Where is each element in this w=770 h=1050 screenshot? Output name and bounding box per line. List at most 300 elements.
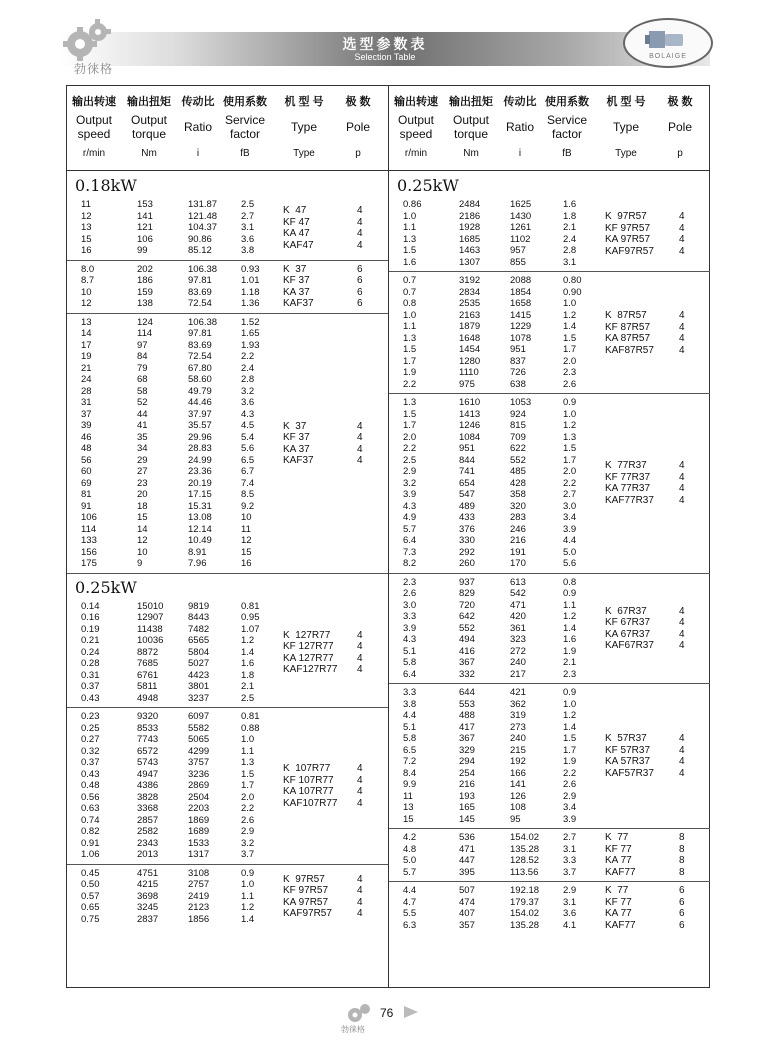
cell-service-factor: 3.1 (563, 256, 577, 268)
cell-torque: 254 (459, 767, 475, 779)
table-row (389, 791, 710, 803)
table-row (389, 855, 710, 867)
cell-service-factor: 3.0 (563, 500, 577, 512)
table-row (389, 275, 710, 287)
cell-ratio: 113.56 (510, 866, 539, 878)
table-row (389, 478, 710, 490)
cell-ratio: 3236 (188, 768, 210, 780)
cell-ratio: 216 (510, 535, 526, 546)
cell-torque: 79 (137, 362, 148, 374)
cell-service-factor: 4.1 (563, 919, 577, 931)
cell-service-factor: 0.8 (563, 576, 577, 588)
cell-service-factor: 3.4 (563, 802, 577, 813)
cell-service-factor: 1.4 (241, 646, 255, 658)
type-list (605, 460, 654, 506)
brand-name: BOLAIGE (649, 53, 687, 60)
header-service-factor-cn: 使用系数 (223, 96, 267, 108)
cell-ratio: 815 (510, 420, 526, 431)
table-row (389, 646, 710, 658)
cell-service-factor: 2.4 (563, 233, 577, 245)
cell-service-factor: 1.7 (563, 454, 577, 466)
type-model: KAF77R37 (605, 494, 654, 506)
cell-ratio: 3801 (188, 681, 210, 692)
cell-ratio: 141 (510, 779, 526, 790)
type-list (605, 832, 636, 878)
cell-torque: 58 (137, 385, 148, 397)
cell-ratio: 2419 (188, 890, 210, 902)
cell-speed: 3.8 (403, 698, 417, 710)
cell-speed: 0.86 (403, 199, 422, 210)
cell-ratio: 95 (510, 813, 521, 825)
cell-speed: 5.7 (403, 866, 417, 878)
cell-speed: 5.5 (403, 908, 417, 919)
cell-ratio: 726 (510, 367, 526, 378)
table-row (389, 832, 710, 844)
type-group (389, 574, 710, 685)
pole-count: 4 (679, 310, 685, 321)
table-row (389, 710, 710, 722)
type-model: KA 77R37 (605, 483, 651, 494)
type-model: KF 127R77 (283, 641, 334, 652)
cell-ratio: 85.12 (188, 245, 212, 256)
table-row (389, 588, 710, 600)
pole-list (679, 733, 685, 779)
cell-speed: 15 (81, 233, 92, 245)
cell-ratio: 1856 (188, 913, 210, 925)
cell-service-factor: 0.9 (563, 687, 577, 698)
cell-torque: 9 (137, 558, 143, 569)
cell-torque: 507 (459, 885, 475, 896)
pole-count: 4 (679, 605, 685, 617)
cell-service-factor: 2.0 (241, 791, 255, 803)
pole-count: 4 (357, 652, 363, 664)
table-row (389, 920, 710, 932)
table-header (389, 85, 710, 171)
cell-service-factor: 2.2 (241, 803, 255, 814)
cell-ratio: 29.96 (188, 431, 212, 443)
cell-torque: 376 (459, 523, 475, 535)
header-ratio-unit: i (196, 148, 200, 159)
pole-count: 4 (679, 483, 685, 494)
cell-torque: 407 (459, 908, 475, 919)
type-model: K 97R57 (605, 211, 647, 222)
header-speed-en: Output speed (75, 113, 113, 141)
cell-service-factor: 1.5 (563, 733, 577, 744)
cell-torque: 216 (459, 779, 475, 790)
cell-service-factor: 0.81 (241, 600, 260, 612)
cell-ratio: 83.69 (188, 286, 212, 298)
table-row (389, 420, 710, 432)
table-row (67, 780, 388, 792)
cell-torque: 3368 (137, 803, 159, 814)
table-row (389, 867, 710, 879)
type-model: KAF77 (605, 919, 636, 931)
cell-service-factor: 1.4 (563, 622, 577, 634)
cell-service-factor: 0.88 (241, 722, 260, 734)
cell-service-factor: 1.0 (563, 698, 577, 710)
cell-service-factor: 5.0 (563, 546, 577, 558)
cell-torque: 1454 (459, 344, 481, 355)
type-model: K 37 (283, 420, 307, 432)
table-row (389, 298, 710, 310)
cell-service-factor: 2.4 (241, 362, 255, 374)
cell-ratio: 924 (510, 408, 526, 420)
cell-torque: 553 (459, 698, 475, 710)
page-title: 选型参数表 (342, 37, 428, 53)
table-row (389, 535, 710, 547)
cell-speed: 0.23 (81, 711, 100, 722)
table-row (389, 844, 710, 856)
header-pole-unit: p (355, 148, 361, 159)
cell-torque: 1084 (459, 431, 481, 443)
cell-torque: 106 (137, 233, 153, 245)
cell-service-factor: 1.8 (241, 669, 255, 681)
cell-speed: 0.7 (403, 275, 417, 286)
cell-service-factor: 0.95 (241, 612, 260, 623)
cell-service-factor: 2.1 (241, 681, 255, 692)
cell-speed: 0.37 (81, 681, 100, 692)
cell-torque: 654 (459, 477, 475, 489)
pole-count: 4 (357, 908, 363, 919)
cell-service-factor: 12 (241, 535, 252, 546)
table-row (67, 420, 388, 432)
cell-ratio: 5804 (188, 646, 210, 658)
cell-service-factor: 0.9 (241, 867, 255, 879)
cell-ratio: 709 (510, 431, 526, 443)
type-list (605, 606, 654, 652)
table-row (67, 734, 388, 746)
table-row (389, 908, 710, 920)
header-ratio-cn: 传动比 (503, 96, 537, 108)
table-row (389, 321, 710, 333)
cell-service-factor: 3.7 (241, 849, 255, 860)
cell-service-factor: 5.6 (563, 558, 577, 569)
cell-speed: 4.2 (403, 832, 417, 843)
table-header (67, 85, 388, 171)
cell-torque: 84 (137, 351, 148, 362)
pole-list (679, 832, 685, 878)
header-service-factor-unit: fB (562, 148, 572, 159)
type-group (67, 598, 388, 709)
cell-speed: 2.5 (403, 454, 417, 466)
pole-count: 4 (679, 744, 685, 756)
pole-list (357, 763, 363, 809)
pole-count: 4 (357, 205, 363, 216)
cell-service-factor: 2.7 (241, 210, 255, 222)
header-torque-unit: Nm (463, 148, 479, 159)
pole-count: 4 (357, 797, 363, 809)
cell-speed: 0.57 (81, 890, 100, 902)
cell-speed: 8.7 (81, 275, 95, 286)
table-row (389, 466, 710, 478)
cell-service-factor: 2.2 (563, 477, 577, 489)
right-panel (389, 85, 710, 988)
cell-service-factor: 1.2 (563, 611, 577, 622)
cell-ratio: 135.28 (510, 843, 540, 855)
cell-ratio: 1854 (510, 286, 532, 298)
cell-torque: 329 (459, 744, 475, 756)
cell-ratio: 9819 (188, 600, 210, 612)
cell-torque: 1246 (459, 420, 481, 431)
cell-service-factor: 1.4 (563, 321, 577, 332)
pole-count: 4 (357, 420, 363, 432)
cell-service-factor: 1.1 (241, 890, 255, 902)
table-row (67, 501, 388, 513)
header-ratio-unit: i (518, 148, 522, 159)
cell-ratio: 957 (510, 245, 526, 256)
type-model: KF 37 (283, 432, 310, 443)
cell-service-factor: 2.7 (563, 832, 577, 843)
cell-speed: 1.3 (403, 233, 417, 245)
cell-ratio: 97.81 (188, 275, 212, 286)
cell-torque: 433 (459, 512, 475, 523)
table-row (67, 826, 388, 838)
table-row (67, 746, 388, 758)
cell-speed: 1.1 (403, 321, 417, 332)
cell-service-factor: 10 (241, 512, 252, 523)
pole-list (679, 460, 685, 506)
table-row (389, 768, 710, 780)
table-row (67, 868, 388, 880)
cell-speed: 133 (81, 535, 97, 546)
cell-service-factor: 1.3 (241, 757, 255, 768)
cell-service-factor: 2.6 (563, 779, 577, 790)
cell-speed: 0.32 (81, 745, 100, 757)
cell-ratio: 1053 (510, 397, 532, 408)
cell-service-factor: 1.2 (563, 309, 577, 321)
cell-torque: 8872 (137, 646, 159, 658)
table-row (67, 386, 388, 398)
cell-service-factor: 3.2 (241, 837, 255, 849)
cell-speed: 0.82 (81, 826, 100, 837)
power-rating-label: 0.25kW (397, 176, 459, 195)
cell-torque: 20 (137, 489, 148, 500)
cell-ratio: 217 (510, 668, 526, 680)
table-row (67, 478, 388, 490)
pole-count: 4 (357, 885, 363, 896)
cell-service-factor: 1.2 (563, 420, 577, 431)
table-row (67, 535, 388, 547)
pole-count: 6 (357, 298, 363, 309)
table-row (389, 600, 710, 612)
cell-service-factor: 9.2 (241, 500, 255, 512)
cell-torque: 6572 (137, 745, 159, 757)
cell-ratio: 1261 (510, 222, 532, 233)
cell-torque: 15010 (137, 600, 164, 612)
footer-brand: 勃徕格 (341, 1025, 365, 1034)
cell-speed: 0.31 (81, 669, 100, 681)
cell-speed: 13 (403, 802, 414, 813)
cell-torque: 720 (459, 599, 475, 611)
cell-ratio: 49.79 (188, 385, 212, 397)
header-type-unit: Type (293, 148, 315, 159)
cell-service-factor: 1.0 (241, 734, 255, 745)
cell-torque: 471 (459, 843, 475, 855)
cell-torque: 260 (459, 558, 475, 569)
type-model: KF 107R77 (283, 774, 334, 786)
type-group (67, 314, 388, 574)
left-panel (67, 85, 388, 988)
table-row (389, 501, 710, 513)
table-row (67, 409, 388, 421)
cell-speed: 3.0 (403, 599, 417, 611)
type-group (389, 394, 710, 574)
cell-torque: 2343 (137, 837, 159, 849)
cell-torque: 416 (459, 645, 475, 657)
table-row (389, 333, 710, 345)
type-model: KA 77 (605, 855, 632, 866)
cell-ratio: 4423 (188, 669, 210, 681)
cell-speed: 4.3 (403, 634, 417, 645)
cell-ratio: 3237 (188, 692, 210, 704)
cell-ratio: 6565 (188, 635, 210, 646)
cell-ratio: 170 (510, 558, 526, 569)
cell-torque: 357 (459, 919, 475, 931)
cell-torque: 4215 (137, 879, 159, 890)
cell-ratio: 552 (510, 454, 526, 466)
header-ratio-cn: 传动比 (181, 96, 215, 108)
cell-torque: 35 (137, 431, 148, 443)
type-model: K 87R57 (605, 310, 647, 321)
cell-ratio: 2088 (510, 275, 532, 286)
cell-torque: 202 (137, 263, 153, 275)
cell-ratio: 613 (510, 576, 526, 588)
cell-speed: 3.3 (403, 611, 417, 622)
cell-speed: 0.16 (81, 612, 100, 623)
cell-service-factor: 1.5 (241, 768, 255, 780)
cell-ratio: 83.69 (188, 339, 212, 351)
cell-torque: 644 (459, 687, 475, 698)
cell-torque: 193 (459, 790, 475, 802)
pole-list (679, 885, 685, 931)
page-subtitle: Selection Table (354, 52, 416, 62)
type-model: KA 97R57 (605, 234, 651, 245)
table-row (389, 623, 710, 635)
header-ratio-en: Ratio (505, 120, 534, 134)
cell-torque: 138 (137, 298, 153, 309)
table-row (389, 489, 710, 501)
cell-ratio: 240 (510, 733, 526, 744)
cell-torque: 2484 (459, 199, 481, 210)
cell-torque: 417 (459, 721, 475, 733)
table-row (389, 611, 710, 623)
table-row (67, 264, 388, 276)
cell-speed: 13 (81, 316, 92, 328)
table-row (389, 802, 710, 814)
cell-torque: 951 (459, 443, 475, 454)
cell-torque: 330 (459, 535, 475, 546)
pole-count: 4 (679, 222, 685, 234)
cell-ratio: 7.96 (188, 558, 207, 569)
cell-speed: 1.7 (403, 420, 417, 431)
cell-speed: 14 (81, 328, 92, 339)
header-type-unit: Type (615, 148, 637, 159)
cell-speed: 0.43 (81, 768, 100, 780)
pole-list (357, 630, 363, 676)
cell-speed: 5.1 (403, 721, 417, 733)
cell-speed: 1.0 (403, 309, 417, 321)
table-row (67, 432, 388, 444)
table-row (67, 245, 388, 257)
cell-torque: 18 (137, 500, 148, 512)
cell-speed: 0.8 (403, 298, 417, 309)
table-row (389, 199, 710, 211)
pole-count: 4 (679, 617, 685, 628)
cell-speed: 2.0 (403, 431, 417, 443)
type-model: KF 77 (605, 843, 632, 855)
type-model: K 67R37 (605, 605, 647, 617)
cell-speed: 4.4 (403, 885, 417, 896)
cell-speed: 3.9 (403, 622, 417, 634)
cell-torque: 7743 (137, 734, 159, 745)
header-type-cn: 机 型 号 (606, 96, 646, 108)
cell-torque: 23 (137, 477, 148, 489)
cell-torque: 8533 (137, 722, 159, 734)
table-row (67, 601, 388, 613)
cell-torque: 1879 (459, 321, 481, 332)
cell-service-factor: 0.9 (563, 397, 577, 408)
cell-torque: 6761 (137, 669, 159, 681)
cell-speed: 0.21 (81, 635, 100, 646)
pole-count: 4 (679, 211, 685, 222)
pole-count: 4 (357, 455, 363, 466)
pole-count: 4 (357, 239, 363, 251)
cell-speed: 4.4 (403, 710, 417, 721)
cell-speed: 1.0 (403, 210, 417, 222)
cell-speed: 0.24 (81, 646, 100, 658)
pole-count: 4 (357, 664, 363, 675)
cell-speed: 81 (81, 489, 92, 500)
type-model: KAF77 (605, 866, 636, 878)
table-row (67, 199, 388, 211)
pole-list (357, 205, 363, 251)
header-speed-cn: 输出转速 (394, 96, 438, 108)
cell-speed: 0.28 (81, 658, 100, 669)
cell-speed: 6.3 (403, 919, 417, 931)
table-row (389, 524, 710, 536)
type-model: KF 47 (283, 216, 310, 228)
pole-count: 4 (679, 460, 685, 471)
pole-count: 4 (679, 333, 685, 344)
cell-service-factor: 1.9 (563, 756, 577, 767)
cell-torque: 547 (459, 489, 475, 500)
cell-service-factor: 2.1 (563, 222, 577, 233)
table-row (67, 317, 388, 329)
table-row (67, 397, 388, 409)
pole-count: 4 (357, 896, 363, 908)
cell-service-factor: 1.36 (241, 298, 260, 309)
table-row (67, 524, 388, 536)
cell-ratio: 215 (510, 744, 526, 756)
cell-service-factor: 11 (241, 523, 251, 535)
type-model: K 77 (605, 832, 629, 843)
type-model: K 47 (283, 205, 307, 216)
table-row (67, 693, 388, 705)
cell-service-factor: 1.4 (563, 721, 577, 733)
cell-ratio: 421 (510, 687, 526, 698)
table-row (67, 443, 388, 455)
cell-torque: 2857 (137, 814, 159, 826)
table-row (67, 558, 388, 570)
cell-speed: 1.5 (403, 408, 417, 420)
cell-speed: 8.2 (403, 558, 417, 569)
cell-speed: 69 (81, 477, 92, 489)
cell-ratio: 542 (510, 588, 526, 599)
cell-ratio: 420 (510, 611, 526, 622)
pole-count: 4 (679, 756, 685, 767)
pole-count: 4 (679, 321, 685, 333)
cell-torque: 9320 (137, 711, 159, 722)
